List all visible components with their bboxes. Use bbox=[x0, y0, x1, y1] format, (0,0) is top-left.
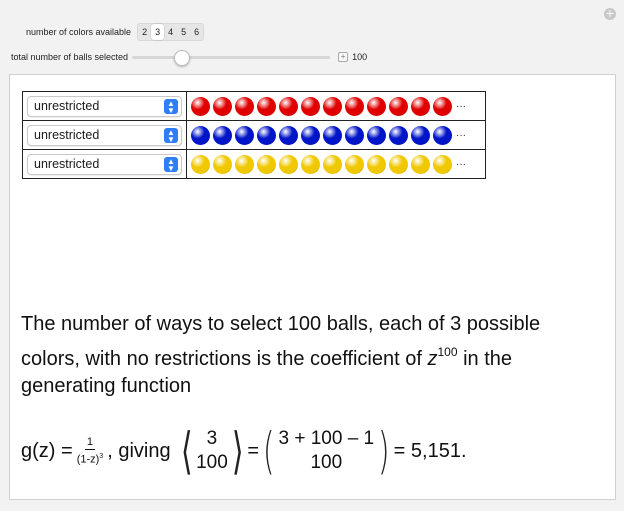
table-row bbox=[23, 92, 486, 121]
red-ball bbox=[235, 97, 254, 116]
right-angle-bracket: ⟩ bbox=[231, 422, 244, 480]
fraction-numerator: 1 bbox=[86, 435, 93, 448]
explanation-part1: The number of ways to select 100 balls, each of 3 possible colors, with no restrictions is the coefficient of bbox=[21, 313, 541, 370]
blue-ball bbox=[411, 126, 430, 145]
ellipsis: ··· bbox=[456, 129, 466, 141]
slider-track[interactable] bbox=[132, 56, 330, 59]
red-ball bbox=[279, 97, 298, 116]
formula-giving: , giving bbox=[107, 439, 171, 462]
red-ball bbox=[323, 97, 342, 116]
red-ball bbox=[411, 97, 430, 116]
generating-function-formula bbox=[21, 421, 467, 481]
plus-circle-icon[interactable]: + bbox=[605, 7, 615, 20]
balls-cell bbox=[187, 121, 486, 150]
blue-ball bbox=[257, 126, 276, 145]
restriction-cell bbox=[23, 150, 187, 179]
left-paren: ( bbox=[262, 422, 275, 480]
explanation-text bbox=[21, 311, 581, 401]
restriction-dropdown[interactable] bbox=[27, 96, 182, 117]
formula-result: = 5,151. bbox=[393, 439, 467, 462]
balls-cell bbox=[187, 92, 486, 121]
blue-ball bbox=[279, 126, 298, 145]
yellow-ball bbox=[345, 155, 364, 174]
balls-label: total number of balls selected bbox=[11, 52, 129, 62]
color-option-3[interactable]: 3 bbox=[151, 24, 164, 40]
blue-ball bbox=[323, 126, 342, 145]
explanation-variable: z bbox=[427, 347, 438, 370]
balls-slider[interactable] bbox=[132, 50, 330, 64]
blue-ball bbox=[345, 126, 364, 145]
explanation-exponent: 100 bbox=[437, 344, 458, 359]
colors-control bbox=[26, 23, 204, 41]
explanation-part2: in the generating function bbox=[21, 347, 512, 397]
binomial bbox=[279, 427, 375, 475]
blue-ball bbox=[301, 126, 320, 145]
output-panel bbox=[9, 74, 616, 500]
balls-value: 100 bbox=[352, 52, 368, 62]
yellow-ball bbox=[279, 155, 298, 174]
table-row bbox=[23, 121, 486, 150]
multichoose bbox=[196, 427, 228, 475]
restriction-dropdown-label: unrestricted bbox=[34, 127, 100, 142]
color-option-2[interactable]: 2 bbox=[142, 27, 148, 37]
binomial-bottom: 100 bbox=[310, 452, 343, 473]
blue-ball bbox=[191, 126, 210, 145]
blue-ball bbox=[433, 126, 452, 145]
dropdown-chevron-icon[interactable]: ▲ ▼ bbox=[164, 99, 178, 114]
multichoose-bottom: 100 bbox=[196, 452, 228, 473]
blue-ball bbox=[389, 126, 408, 145]
blue-ball bbox=[367, 126, 386, 145]
color-option-5[interactable]: 5 bbox=[181, 27, 187, 37]
red-ball bbox=[433, 97, 452, 116]
restriction-dropdown-label: unrestricted bbox=[34, 156, 100, 171]
formula-lhs: g(z) = bbox=[21, 439, 73, 462]
multichoose-top: 3 bbox=[206, 428, 218, 449]
ellipsis: ··· bbox=[456, 158, 466, 170]
denominator-exponent: 3 bbox=[99, 452, 104, 460]
yellow-ball bbox=[191, 155, 210, 174]
yellow-ball bbox=[257, 155, 276, 174]
restriction-dropdown[interactable] bbox=[27, 125, 182, 146]
yellow-ball bbox=[323, 155, 342, 174]
color-option-6[interactable]: 6 bbox=[194, 27, 200, 37]
yellow-ball bbox=[411, 155, 430, 174]
color-option-4[interactable]: 4 bbox=[168, 27, 174, 37]
yellow-ball bbox=[389, 155, 408, 174]
yellow-ball bbox=[367, 155, 386, 174]
restriction-cell bbox=[23, 92, 187, 121]
yellow-ball bbox=[235, 155, 254, 174]
colors-label: number of colors available bbox=[26, 27, 132, 37]
right-paren: ) bbox=[378, 422, 390, 480]
fraction-denominator bbox=[77, 450, 104, 467]
table-row bbox=[23, 150, 486, 179]
red-ball bbox=[257, 97, 276, 116]
balls-cell bbox=[187, 150, 486, 179]
restriction-cell bbox=[23, 121, 187, 150]
selection-table bbox=[22, 91, 486, 179]
formula-fraction bbox=[77, 436, 104, 467]
yellow-ball bbox=[213, 155, 232, 174]
red-ball bbox=[367, 97, 386, 116]
dropdown-chevron-icon[interactable]: ▲ ▼ bbox=[164, 128, 178, 143]
red-ball bbox=[345, 97, 364, 116]
yellow-ball bbox=[301, 155, 320, 174]
blue-ball bbox=[213, 126, 232, 145]
formula-equals: = bbox=[247, 439, 259, 462]
red-ball bbox=[191, 97, 210, 116]
left-angle-bracket: ⟨ bbox=[180, 422, 193, 480]
yellow-ball bbox=[433, 155, 452, 174]
red-ball bbox=[301, 97, 320, 116]
blue-ball bbox=[235, 126, 254, 145]
red-ball bbox=[213, 97, 232, 116]
restriction-dropdown[interactable] bbox=[27, 154, 182, 175]
ellipsis: ··· bbox=[456, 100, 466, 112]
red-ball bbox=[389, 97, 408, 116]
colors-segmented-control[interactable] bbox=[137, 23, 204, 41]
plus-icon[interactable]: + bbox=[338, 52, 348, 62]
denominator-base: (1-z) bbox=[76, 453, 100, 466]
dropdown-chevron-icon[interactable]: ▲ ▼ bbox=[164, 157, 178, 172]
slider-thumb[interactable] bbox=[174, 50, 190, 66]
restriction-dropdown-label: unrestricted bbox=[34, 98, 100, 113]
balls-control bbox=[11, 50, 367, 64]
binomial-top: 3 + 100 – 1 bbox=[278, 428, 375, 449]
